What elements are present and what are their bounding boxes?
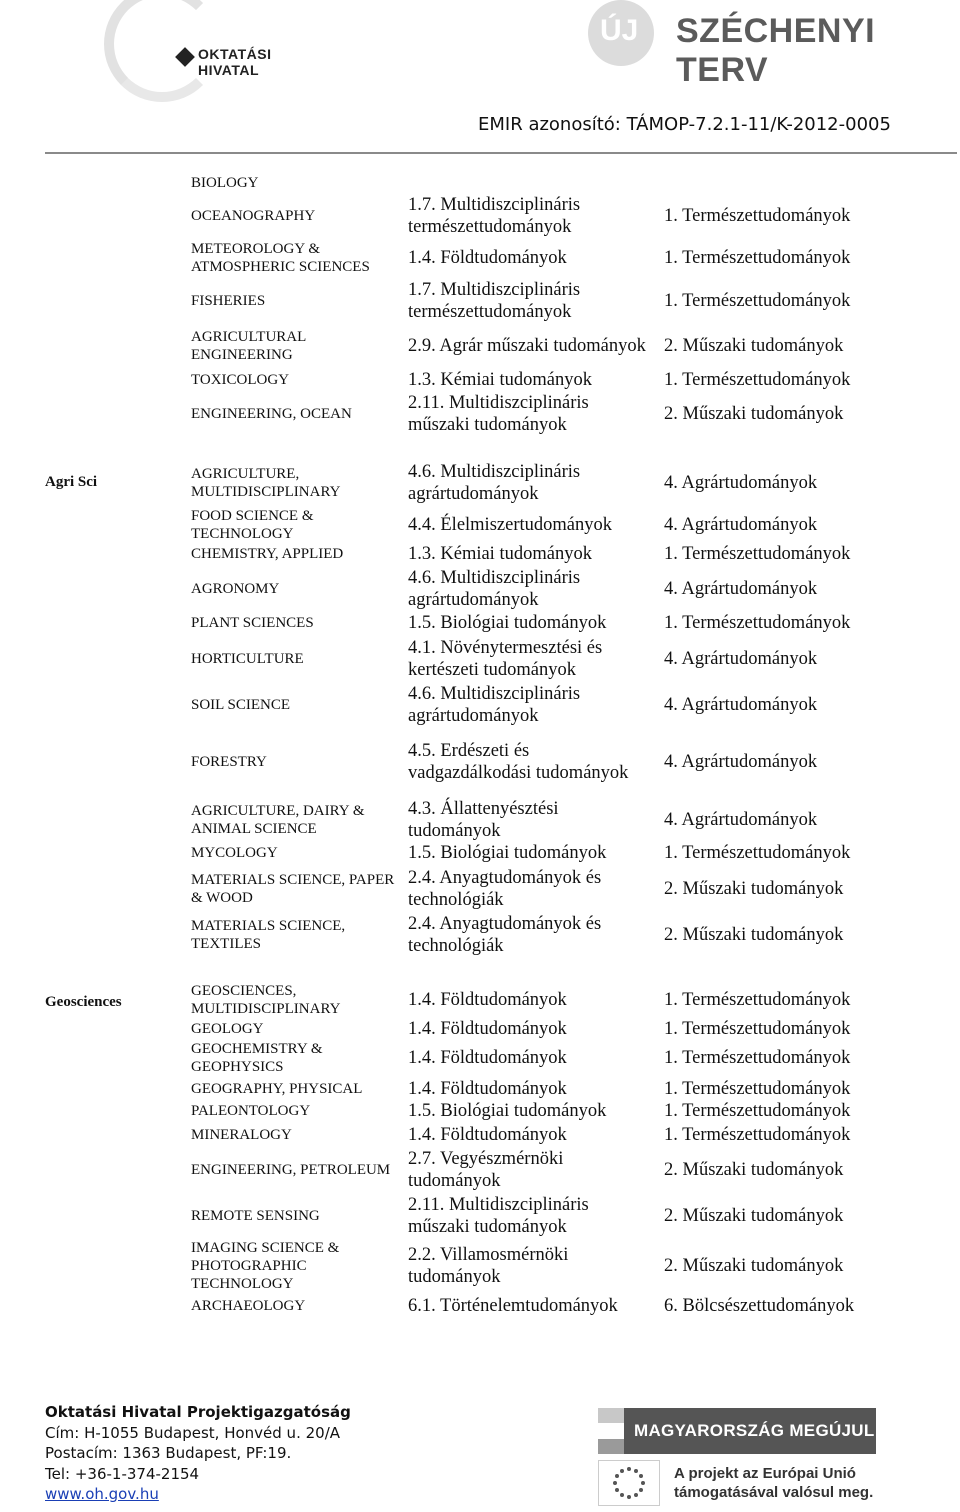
row-group-label [45, 170, 165, 196]
table-row [0, 194, 960, 238]
science-area: 2. Műszaki tudományok [664, 1160, 844, 1180]
row-group-label [45, 1124, 165, 1146]
science-area: 2. Műszaki tudományok [664, 1206, 844, 1226]
discipline: 4.5. Erdészeti és vadgazdálkodási tudományok [408, 741, 629, 783]
science-area: 4. Agrártudományok [664, 809, 818, 830]
science-area: 1. Természettudományok [664, 544, 851, 564]
wos-category: MINERALOGY [191, 1127, 292, 1143]
science-area: 1. Természettudományok [664, 1125, 851, 1145]
row-group-label [45, 238, 165, 278]
discipline: 4.6. Multidiszciplináris agrártudományok [408, 683, 581, 726]
eu-support-logo [598, 1458, 876, 1508]
science-area: 2. Műszaki tudományok [664, 925, 844, 945]
discipline: 1.4. Földtudományok [408, 1125, 567, 1145]
discipline: 4.3. Állattenyésztési tudományok [408, 798, 559, 841]
science-area: 1. Természettudományok [664, 1019, 851, 1039]
footer-tel: Tel: +36-1-374-2154 [45, 1464, 200, 1483]
wos-category: GEOCHEMISTRY & GEOPHYSICS [191, 1041, 323, 1075]
row-group-label [45, 612, 165, 634]
wos-category: GEOGRAPHY, PHYSICAL [191, 1081, 363, 1097]
header-divider [45, 152, 957, 154]
science-area: 6. Bölcsészettudományok [664, 1296, 855, 1316]
discipline: 1.5. Biológiai tudományok [408, 843, 607, 863]
wos-category: FORESTRY [191, 754, 267, 770]
szechenyi-circle-text: ÚJ [600, 14, 639, 47]
science-area: 4. Agrártudományok [664, 579, 818, 599]
eu-flag-icon [598, 1460, 660, 1506]
table-row [0, 612, 960, 634]
table-row [0, 797, 960, 842]
science-area: 2. Műszaki tudományok [664, 336, 844, 356]
szechenyi-terv-logo [588, 0, 928, 90]
footer-address: Cím: H-1055 Budapest, Honvéd u. 20/A [45, 1423, 341, 1442]
wos-category: PLANT SCIENCES [191, 615, 314, 631]
table-row [0, 170, 960, 196]
wos-category: MATERIALS SCIENCE, TEXTILES [191, 918, 346, 952]
eu-star-icon [627, 1495, 631, 1499]
science-area: 4. Agrártudományok [664, 694, 818, 715]
wos-category: HORTICULTURE [191, 651, 304, 667]
wos-category: BIOLOGY [191, 175, 259, 191]
table-row [0, 636, 960, 682]
wos-category: CHEMISTRY, APPLIED [191, 546, 344, 562]
wos-category: TOXICOLOGY [191, 372, 290, 388]
discipline: 4.6. Multidiszciplináris agrártudományok [408, 568, 581, 610]
discipline: 2.7. Vegyészmérnöki tudományok [408, 1149, 564, 1191]
table-row [0, 1194, 960, 1238]
row-group-label [45, 1040, 165, 1076]
discipline: 6.1. Történelemtudományok [408, 1296, 618, 1316]
discipline: 2.11. Multidiszciplináris műszaki tudományok [408, 393, 589, 435]
discipline: 1.7. Multidiszciplináris természettudományok [408, 195, 581, 237]
wos-category: AGRICULTURAL ENGINEERING [191, 329, 306, 363]
wos-category: MYCOLOGY [191, 845, 278, 861]
row-group-label [45, 1078, 165, 1100]
science-area: 1. Természettudományok [664, 206, 851, 226]
science-area: 1. Természettudományok [664, 613, 851, 633]
row-group-label [45, 797, 165, 842]
discipline: 2.4. Anyagtudományok és technológiák [408, 914, 602, 956]
wos-category: SOIL SCIENCE [191, 696, 291, 713]
row-group-label [45, 543, 165, 565]
wos-category: ENGINEERING, OCEAN [191, 406, 352, 422]
discipline: 2.9. Agrár műszaki tudományok [408, 336, 646, 356]
wos-category: GEOLOGY [191, 1021, 264, 1037]
discipline: 1.4. Földtudományok [408, 1019, 567, 1039]
science-area: 1. Természettudományok [664, 990, 851, 1010]
row-group-label [45, 1148, 165, 1192]
discipline: 2.11. Multidiszciplináris műszaki tudományok [408, 1195, 589, 1237]
row-group-label [45, 842, 165, 864]
row-group-label: Geosciences [45, 994, 122, 1010]
mm-banner-text: MAGYARORSZÁG MEGÚJUL [634, 1421, 875, 1440]
science-area: 2. Műszaki tudományok [664, 1256, 844, 1276]
science-area: 1. Természettudományok [664, 1079, 851, 1099]
wos-category: REMOTE SENSING [191, 1208, 320, 1224]
row-group-label: Agri Sci [45, 474, 98, 490]
row-group-label [45, 508, 165, 542]
discipline: 4.1. Növénytermesztési és kertészeti tudományok [408, 638, 603, 680]
table-row [0, 508, 960, 542]
science-area: 4. Agrártudományok [664, 515, 818, 535]
discipline: 4.6. Multidiszciplináris agrártudományok [408, 462, 581, 504]
table-row [0, 912, 960, 958]
magyarorszag-megujul-banner [598, 1408, 876, 1454]
wos-category: AGRICULTURE, DAIRY & ANIMAL SCIENCE [191, 802, 365, 837]
wos-category: METEOROLOGY & ATMOSPHERIC SCIENCES [191, 241, 370, 275]
discipline: 1.4. Földtudományok [408, 1079, 567, 1099]
table-row [0, 866, 960, 911]
science-area: 1. Természettudományok [664, 248, 851, 268]
science-area: 4. Agrártudományok [664, 473, 818, 493]
wos-category: OCEANOGRAPHY [191, 208, 316, 224]
science-area: 4. Agrártudományok [664, 752, 818, 772]
eu-star-icon [634, 1469, 638, 1473]
science-area: 1. Természettudományok [664, 1101, 851, 1121]
eu-star-icon [641, 1481, 645, 1485]
szechenyi-circle-icon [588, 0, 654, 66]
footer-web-link[interactable]: www.oh.gov.hu [45, 1485, 159, 1503]
row-group-label [45, 682, 165, 727]
discipline: 2.2. Villamosmérnöki tudományok [408, 1245, 569, 1287]
row-group-label [45, 280, 165, 322]
science-area [664, 170, 954, 196]
eu-star-icon [634, 1493, 638, 1497]
emir-identifier: EMIR azonosító: TÁMOP-7.2.1-11/K-2012-0005 [478, 114, 891, 135]
discipline: 1.4. Földtudományok [408, 990, 567, 1010]
table-row [0, 280, 960, 322]
table-row [0, 1294, 960, 1318]
table-row [0, 324, 960, 368]
table-row [0, 1018, 960, 1040]
eu-star-icon [615, 1474, 619, 1478]
row-group-label [45, 324, 165, 368]
science-area: 1. Természettudományok [664, 843, 851, 863]
wos-category: AGRICULTURE, MULTIDISCIPLINARY [191, 466, 341, 500]
table-row [0, 238, 960, 278]
eu-star-icon [613, 1481, 617, 1485]
wos-category: ARCHAEOLOGY [191, 1298, 306, 1314]
row-group-label [45, 1294, 165, 1318]
row-group-label [45, 1018, 165, 1040]
table-row [0, 727, 960, 797]
science-area: 1. Természettudományok [664, 291, 851, 311]
row-group-label [45, 636, 165, 682]
row-group-label [45, 194, 165, 238]
discipline: 1.3. Kémiai tudományok [408, 370, 592, 390]
table-row [0, 980, 960, 1020]
eu-star-icon [620, 1493, 624, 1497]
science-area: 2. Műszaki tudományok [664, 404, 844, 424]
table-row [0, 1100, 960, 1122]
discipline: 1.3. Kémiai tudományok [408, 544, 592, 564]
table-row [0, 1124, 960, 1146]
oktatasi-hivatal-logo [50, 0, 310, 100]
footer-contact [45, 1402, 351, 1505]
row-group-label [45, 727, 165, 797]
row-group-label [45, 1194, 165, 1238]
row-group-label [45, 1240, 165, 1292]
discipline: 4.4. Élelmiszertudományok [408, 515, 612, 535]
discipline [408, 170, 648, 196]
discipline: 1.4. Földtudományok [408, 248, 567, 268]
footer-postal: Postacím: 1363 Budapest, PF:19. [45, 1444, 292, 1462]
table-row [0, 543, 960, 565]
table-row [0, 1148, 960, 1192]
table-row [0, 682, 960, 727]
table-row [0, 1078, 960, 1100]
row-group-label [45, 1100, 165, 1122]
wos-category: FISHERIES [191, 293, 266, 309]
wos-category: PALEONTOLOGY [191, 1103, 311, 1119]
row-group-label [45, 912, 165, 958]
table-row [0, 1240, 960, 1292]
eu-star-icon [615, 1488, 619, 1492]
eu-star-icon [639, 1474, 643, 1478]
eu-text-line-2: támogatásával valósul meg. [674, 1484, 874, 1501]
science-area: 4. Agrártudományok [664, 649, 818, 669]
table-row [0, 1040, 960, 1076]
table-row [0, 392, 960, 436]
oh-logo-text: OKTATÁSI HIVATAL [198, 46, 272, 78]
hungarian-flag-icon [598, 1408, 624, 1454]
row-group-label [45, 866, 165, 911]
eu-star-icon [639, 1488, 643, 1492]
wos-category: ENGINEERING, PETROLEUM [191, 1162, 391, 1178]
eu-star-icon [620, 1469, 624, 1473]
page-header [0, 0, 960, 160]
table-row [0, 842, 960, 864]
footer-title: Oktatási Hivatal Projektigazgatóság [45, 1403, 351, 1421]
science-area: 2. Műszaki tudományok [664, 878, 844, 899]
discipline: 1.7. Multidiszciplináris természettudományok [408, 280, 581, 322]
eu-text-line-1: A projekt az Európai Unió [674, 1465, 856, 1482]
section-gap [45, 448, 957, 449]
wos-category: GEOSCIENCES, MULTIDISCIPLINARY [191, 983, 341, 1017]
wos-category: FOOD SCIENCE & TECHNOLOGY [191, 508, 314, 542]
section-gap [45, 968, 957, 969]
discipline: 2.4. Anyagtudományok és technológiák [408, 867, 602, 910]
table-row [0, 369, 960, 391]
row-group-label [45, 369, 165, 391]
discipline: 1.5. Biológiai tudományok [408, 1101, 607, 1121]
szechenyi-text: SZÉCHENYI TERV [676, 12, 876, 89]
row-group-label [45, 392, 165, 436]
row-group-label [45, 566, 165, 612]
science-area: 1. Természettudományok [664, 370, 851, 390]
table-row [0, 566, 960, 612]
discipline: 1.4. Földtudományok [408, 1048, 567, 1068]
eu-star-icon [627, 1467, 631, 1471]
table-row [0, 460, 960, 506]
science-area: 1. Természettudományok [664, 1048, 851, 1068]
wos-category: IMAGING SCIENCE & PHOTOGRAPHIC TECHNOLOGY [191, 1240, 340, 1292]
wos-category: AGRONOMY [191, 581, 280, 597]
discipline: 1.5. Biológiai tudományok [408, 613, 607, 633]
wos-category: MATERIALS SCIENCE, PAPER & WOOD [191, 871, 395, 906]
